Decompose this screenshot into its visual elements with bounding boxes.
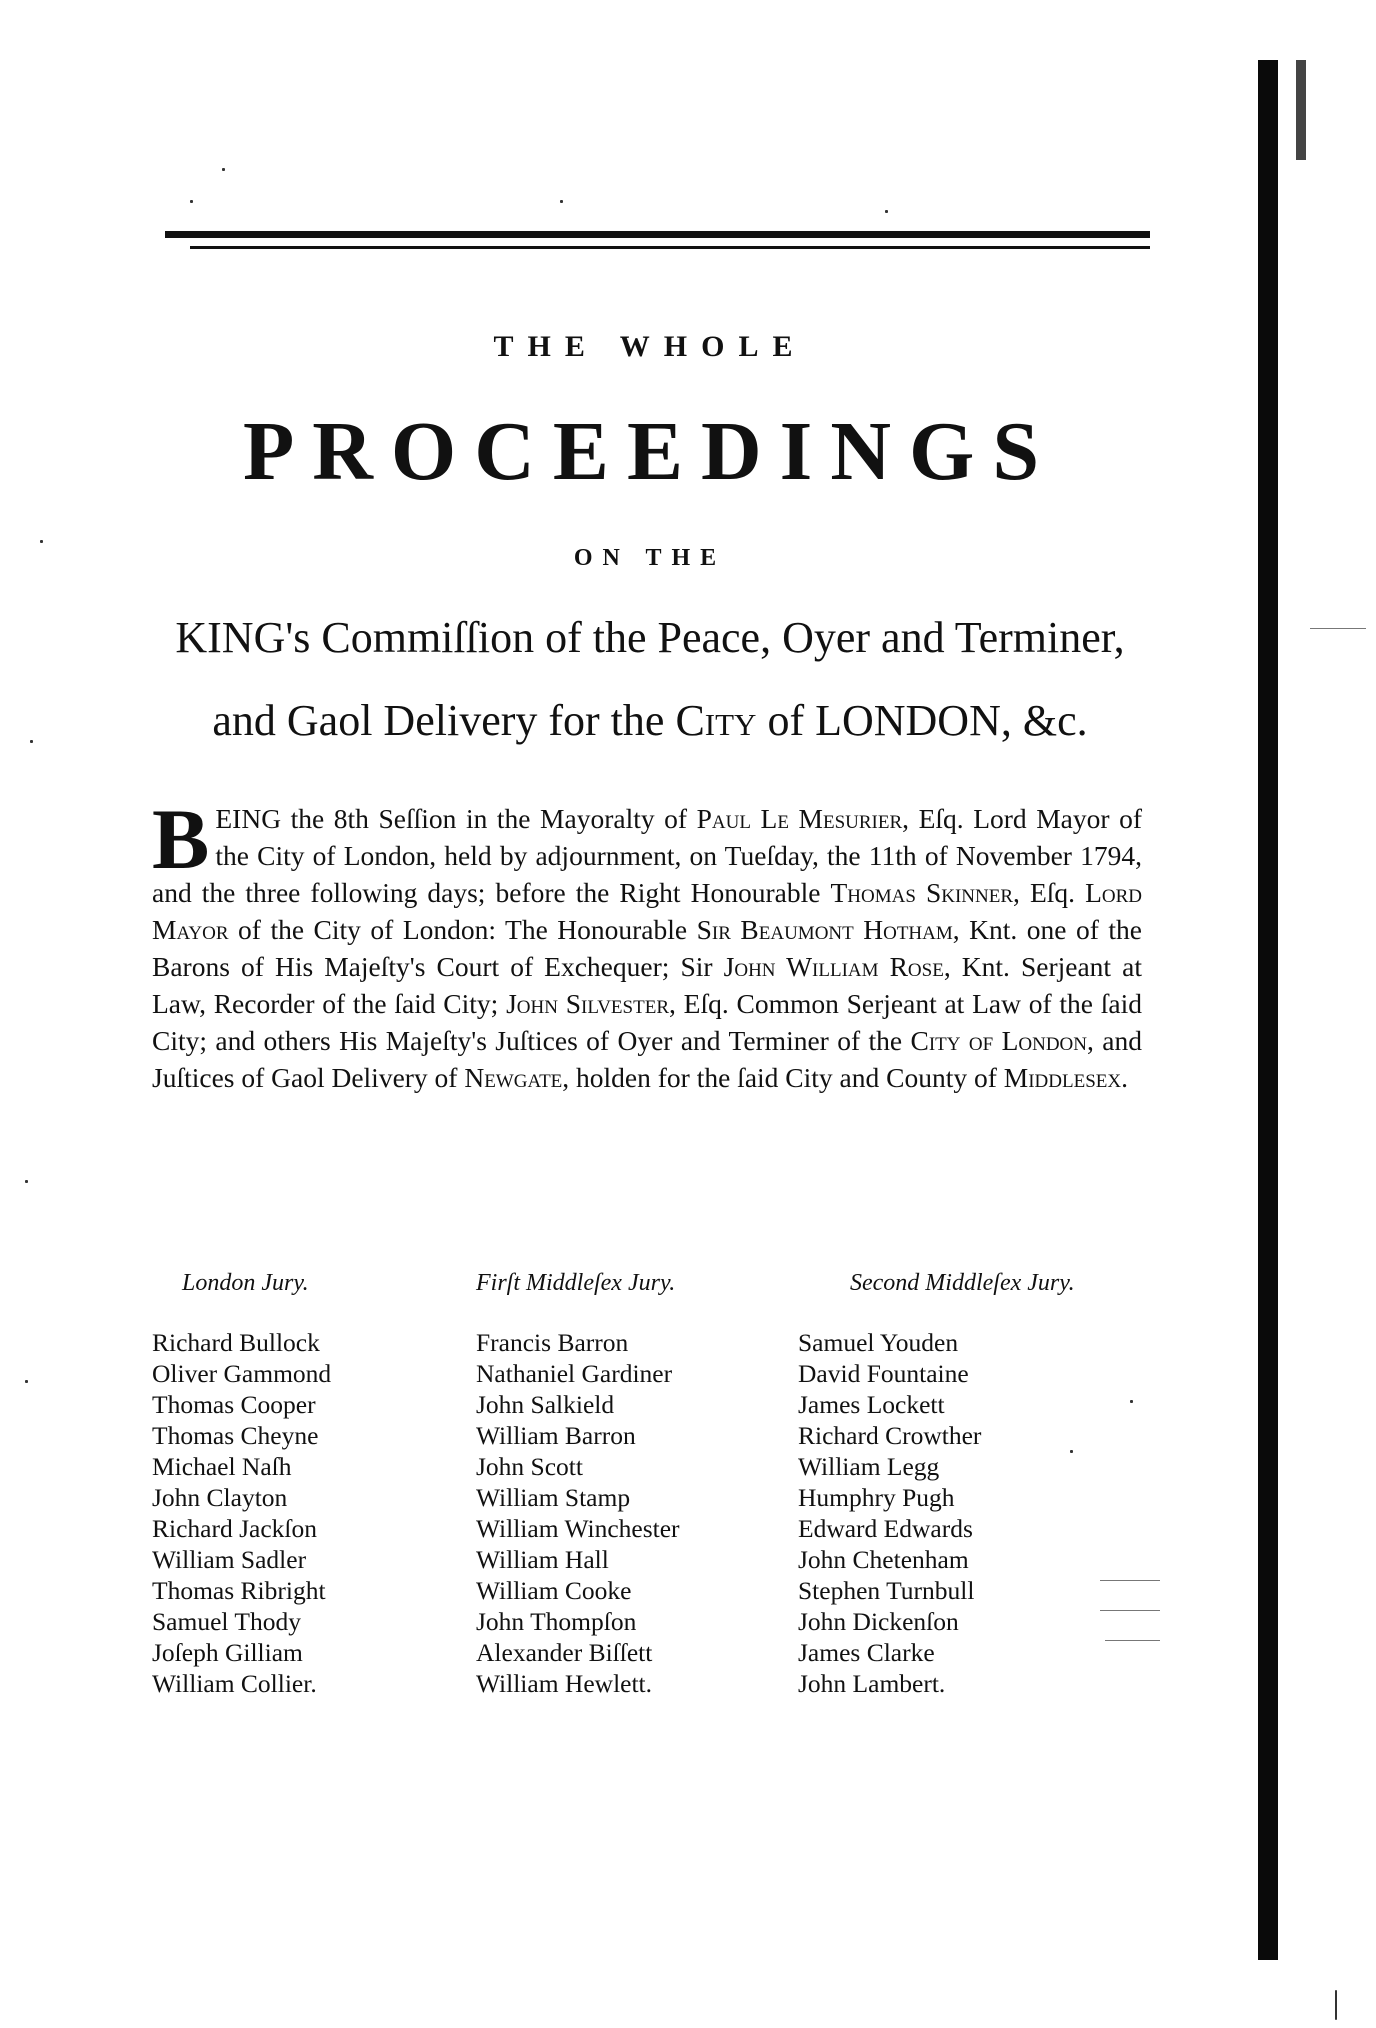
juror: Humphry Pugh bbox=[798, 1483, 955, 1512]
top-rule bbox=[165, 231, 1150, 238]
jury-heading: London Jury. bbox=[182, 1270, 309, 1296]
juror: David Fountaine bbox=[798, 1359, 969, 1388]
juror: Samuel Youden bbox=[798, 1328, 959, 1357]
commission-city: City bbox=[675, 696, 757, 745]
juror: William Sadler bbox=[152, 1545, 307, 1574]
para-text-10: . bbox=[1121, 1062, 1128, 1093]
title-the-whole: THE WHOLE bbox=[493, 330, 807, 363]
london-jury bbox=[152, 1270, 331, 1699]
juror: William Cooke bbox=[476, 1576, 632, 1605]
juror: John Dickenſon bbox=[798, 1607, 959, 1636]
page-edge-shadow-top bbox=[1296, 60, 1306, 160]
commission-line-2 bbox=[150, 695, 1150, 748]
hotham-name: Sir Beaumont Hotham bbox=[696, 914, 953, 945]
juror: Michael Naſh bbox=[152, 1452, 292, 1481]
scan-speck bbox=[30, 740, 33, 743]
margin-dash bbox=[1105, 1640, 1160, 1641]
drop-cap: B bbox=[152, 791, 210, 887]
scan-speck bbox=[190, 200, 193, 203]
juror: Stephen Turnbull bbox=[798, 1576, 975, 1605]
juror: Alexander Biſſett bbox=[476, 1638, 653, 1667]
juror: Thomas Cheyne bbox=[152, 1421, 319, 1450]
juror: William Winchester bbox=[476, 1514, 680, 1543]
juror: John Chetenham bbox=[798, 1545, 969, 1574]
newgate: Newgate bbox=[464, 1062, 563, 1093]
para-text-4: of the City of London: The Honourable bbox=[228, 914, 697, 945]
juror: Nathaniel Gardiner bbox=[476, 1359, 673, 1388]
jury-heading: Second Middleſex Jury. bbox=[850, 1270, 1075, 1296]
juror: John Salkield bbox=[476, 1390, 615, 1419]
para-text-7: , Eſq. Common Serjeant at Law of the ſaid City; and others His Majeſty's Juſtices of Oyer and Terminer of the bbox=[152, 988, 1142, 1056]
para-text-3: , Eſq. bbox=[1013, 877, 1086, 908]
first-middlesex-jury bbox=[476, 1270, 680, 1699]
session-paragraph bbox=[152, 791, 1142, 1096]
commission-of: of bbox=[756, 696, 816, 745]
juror: William Legg bbox=[798, 1452, 940, 1481]
juror: Richard Jackſon bbox=[152, 1514, 317, 1543]
para-text-1: EING the 8th Seſſion in the Mayoralty of bbox=[215, 803, 697, 834]
scan-speck bbox=[1070, 1450, 1073, 1453]
margin-dash bbox=[1310, 628, 1366, 629]
juror: Richard Bullock bbox=[152, 1328, 320, 1357]
margin-dash bbox=[1100, 1610, 1160, 1611]
scan-speck bbox=[1335, 1990, 1337, 2020]
juror: Oliver Gammond bbox=[152, 1359, 332, 1388]
jury-list bbox=[798, 1327, 1075, 1699]
commission-etc: , &c. bbox=[1000, 696, 1088, 745]
juror: John Thompſon bbox=[476, 1607, 637, 1636]
middlesex: Middlesex bbox=[1003, 1062, 1122, 1093]
city-of-london: City of London bbox=[910, 1025, 1087, 1056]
scan-speck bbox=[222, 168, 225, 171]
juror: James Clarke bbox=[798, 1638, 935, 1667]
rose-name: John William Rose bbox=[723, 951, 944, 982]
juror: John Clayton bbox=[152, 1483, 288, 1512]
scan-speck bbox=[40, 540, 43, 543]
skinner-name: Thomas Skinner bbox=[830, 877, 1014, 908]
commission-line-2-pre: and Gaol Delivery for the bbox=[212, 696, 676, 745]
juror: Thomas Cooper bbox=[152, 1390, 316, 1419]
commission-london: LONDON bbox=[815, 696, 1001, 745]
scan-speck bbox=[25, 1180, 28, 1183]
juror: William Hewlett. bbox=[476, 1669, 653, 1698]
commission-line-1: KING's Commiſſion of the Peace, Oyer and Terminer, bbox=[175, 613, 1125, 662]
juror: William Stamp bbox=[476, 1483, 631, 1512]
juror: Edward Edwards bbox=[798, 1514, 973, 1543]
scan-speck bbox=[560, 200, 563, 203]
juror: John Lambert. bbox=[798, 1669, 946, 1698]
juror: Samuel Thody bbox=[152, 1607, 301, 1636]
mayor-name: Paul Le Mesurier bbox=[696, 803, 903, 834]
juror: Richard Crowther bbox=[798, 1421, 982, 1450]
juror: Francis Barron bbox=[476, 1328, 629, 1357]
scan-speck bbox=[1130, 1400, 1133, 1403]
para-text-6: , Knt. Serjeant at Law, Recorder of the ſaid City; bbox=[152, 951, 1142, 1019]
title-proceedings: PROCEEDINGS bbox=[242, 405, 1058, 498]
juror: William Barron bbox=[476, 1421, 636, 1450]
jury-heading: Firſt Middleſex Jury. bbox=[476, 1270, 676, 1296]
juror: William Collier. bbox=[152, 1669, 317, 1698]
scan-speck bbox=[25, 1380, 28, 1383]
page-edge-shadow bbox=[1258, 60, 1278, 1960]
para-text-2: , Eſq. Lord Mayor of the City of London, held by adjournment, on Tueſday, the 11th of November 1794, and the three following days; before the Right Honourable bbox=[152, 803, 1142, 908]
juror: William Hall bbox=[476, 1545, 609, 1574]
juror: John Scott bbox=[476, 1452, 583, 1481]
juror: James Lockett bbox=[798, 1390, 945, 1419]
juror: Thomas Ribright bbox=[152, 1576, 326, 1605]
scan-speck bbox=[885, 210, 888, 213]
title-on-the: ON THE bbox=[573, 545, 727, 571]
para-text-5: , Knt. one of the Barons of His Majeſty's Court of Exchequer; Sir bbox=[152, 914, 1142, 982]
top-rule-thin bbox=[190, 246, 1150, 249]
margin-dash bbox=[1100, 1580, 1160, 1581]
silvester-name: John Silvester bbox=[506, 988, 669, 1019]
juror: Joſeph Gilliam bbox=[152, 1638, 303, 1667]
second-middlesex-jury bbox=[798, 1270, 1075, 1699]
jury-list bbox=[476, 1327, 680, 1699]
lord-mayor: Lord Mayor bbox=[152, 877, 1142, 945]
para-text-8: , and Juſtices of Gaol Delivery of bbox=[152, 1025, 1142, 1093]
para-text-9: , holden for the ſaid City and County of bbox=[562, 1062, 1004, 1093]
jury-list bbox=[152, 1327, 331, 1699]
